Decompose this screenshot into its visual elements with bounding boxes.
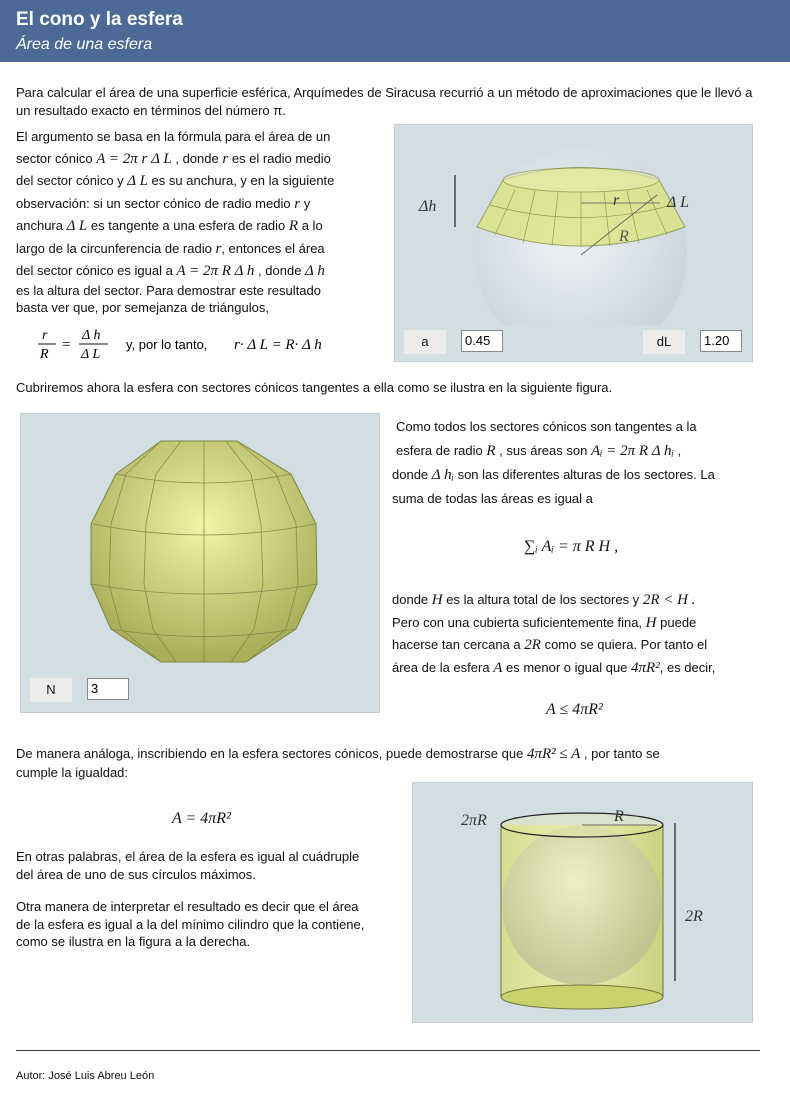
arg-line: largo de la circunferencia de radio r, entonces el área	[16, 240, 325, 257]
page-subtitle: Área de una esfera	[16, 36, 153, 53]
words-paragraph-1	[16, 848, 406, 883]
text-line: En otras palabras, el área de la esfera es igual al cuádruple	[16, 849, 360, 864]
arg-line: es la altura del sector. Para demostrar este resultado	[16, 282, 321, 298]
param-dl-label: dL	[643, 330, 685, 354]
conic-sector-figure[interactable]	[394, 124, 753, 362]
sector-top-rim	[503, 168, 659, 192]
covered-sphere-svg	[21, 414, 379, 676]
covered-sphere-figure[interactable]	[20, 413, 380, 713]
inscribed-sphere	[502, 825, 662, 985]
words-paragraph-2	[16, 898, 406, 951]
equals-sign: =	[62, 337, 71, 353]
param-n-label: N	[30, 678, 72, 702]
analog-paragraph	[16, 745, 776, 781]
param-dl-input[interactable]	[700, 330, 742, 352]
label-radius: R	[614, 808, 624, 825]
param-n-input[interactable]	[87, 678, 129, 700]
label-height: 2R	[685, 908, 703, 925]
label-dh: Δh	[419, 198, 437, 215]
similarity-formula-svg	[36, 326, 396, 366]
label-R: R	[619, 228, 629, 245]
author-credit: Autor: José Luis Abreu León	[16, 1070, 155, 1082]
text-line: cumple la igualdad:	[16, 764, 129, 780]
text-line: hacerse tan cercana a 2R como se quiera. Por tanto el	[392, 637, 708, 653]
text-line: del área de uno de sus círculos máximos.	[16, 866, 256, 882]
cover-paragraph: Cubriremos ahora la esfera con sectores cónicos tangentes a ella como se ilustra en la siguiente figura.	[16, 380, 613, 395]
label-circumference: 2πR	[461, 812, 487, 829]
sum-paragraph	[392, 415, 777, 511]
header-bar	[0, 0, 790, 62]
label-dL: Δ L	[667, 194, 689, 211]
arg-line: basta ver que, por semejanza de triángulos,	[16, 299, 269, 315]
bound-paragraph	[392, 589, 777, 679]
text-line: donde H es la altura total de los sectores y 2R < H .	[392, 592, 696, 608]
arg-line: sector cónico A = 2π r Δ L , donde r es el radio medio	[16, 150, 331, 167]
arg-line: del sector cónico y Δ L es su anchura, y en la siguiente	[16, 173, 335, 189]
formula-connector-text: y, por lo tanto,	[126, 337, 208, 352]
param-a-input[interactable]	[461, 330, 503, 352]
text-line: como se ilustra en la figura a la derecha.	[16, 934, 251, 949]
arg-line: anchura Δ L es tangente a una esfera de radio R a lo	[16, 218, 323, 234]
similarity-formula	[36, 326, 396, 366]
text-line: suma de todas las áreas es igual a	[392, 491, 593, 506]
text-line: área de la esfera A es menor o igual que 4πR², es decir,	[392, 659, 716, 676]
text-line: Como todos los sectores cónicos son tangentes a la	[396, 419, 697, 434]
intro-paragraph: Para calcular el área de una superficie esférica, Arquímedes de Siracusa recurrió a un método de aproximaciones que le llevó a un resultado exacto en términos del número π.	[16, 85, 753, 118]
inequality-formula: A ≤ 4πR²	[546, 701, 603, 718]
sum-formula: ∑ᵢ Aᵢ = π R H ,	[524, 538, 619, 555]
label-r: r	[613, 192, 620, 209]
cylinder-svg	[413, 783, 752, 1022]
cylinder-figure[interactable]	[412, 782, 753, 1023]
cylinder-bottom	[501, 985, 663, 1009]
argument-paragraph	[16, 126, 388, 317]
arg-line: del sector cónico es igual a A = 2π R Δ h , donde Δ h	[16, 263, 325, 279]
fraction-denominator: R	[40, 347, 49, 362]
text-line: de la esfera es igual a la del mínimo cilindro que la contiene,	[16, 916, 365, 932]
page-title: El cono y la esfera	[16, 9, 183, 30]
arg-line: observación: si un sector cónico de radio medio r y	[16, 195, 311, 212]
text-line: Otra manera de interpretar el resultado es decir que el área	[16, 899, 359, 914]
arg-line: El argumento se basa en la fórmula para el área de un	[16, 129, 331, 144]
footer-divider	[16, 1050, 760, 1051]
text-line: donde Δ hᵢ son las diferentes alturas de los sectores. La	[392, 467, 715, 483]
fraction-denominator: Δ L	[81, 347, 101, 362]
conic-sector-svg	[395, 125, 752, 325]
fraction-numerator: r	[42, 328, 48, 343]
fraction-numerator: Δ h	[82, 328, 101, 343]
final-formula: A = 4πR²	[172, 810, 231, 827]
param-a-label: a	[404, 330, 446, 354]
formula-result: r· Δ L = R· Δ h	[234, 337, 322, 353]
text-line: De manera análoga, inscribiendo en la esfera sectores cónicos, puede demostrarse que 4πR² ≤ A , por tanto se	[16, 746, 660, 762]
text-line: esfera de radio R , sus áreas son Aᵢ = 2π R Δ hᵢ ,	[396, 443, 682, 459]
text-line: Pero con una cubierta suficientemente fina, H puede	[392, 614, 697, 631]
